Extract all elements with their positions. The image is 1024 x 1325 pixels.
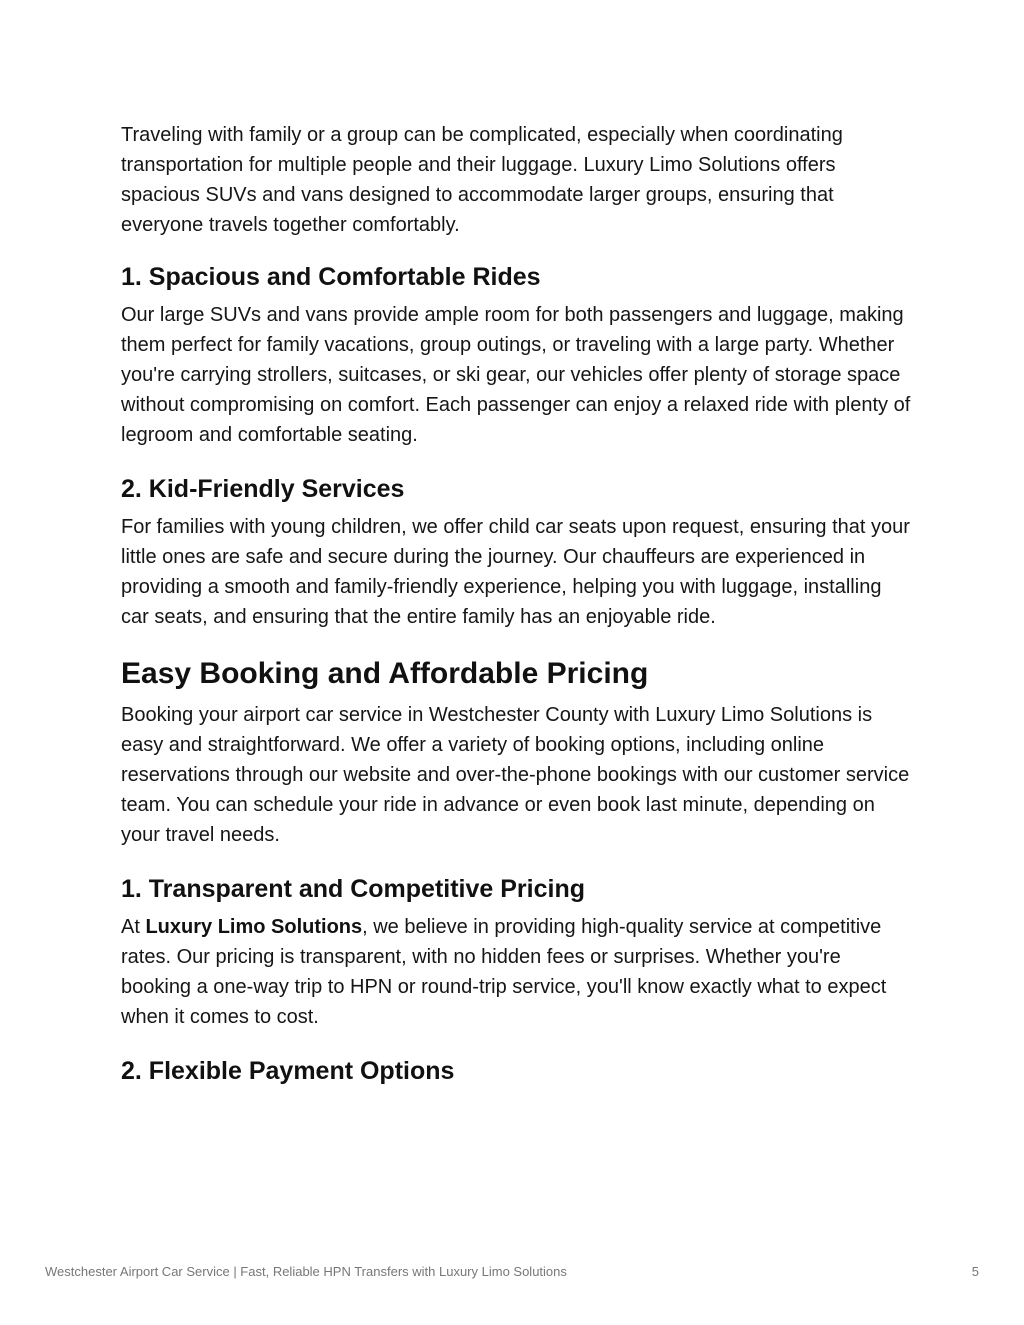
page-footer xyxy=(45,1263,979,1281)
booking-heading: Easy Booking and Affordable Pricing xyxy=(121,657,649,690)
section-heading-spacious-rides: 1. Spacious and Comfortable Rides xyxy=(121,263,541,291)
intro-paragraph: Traveling with family or a group can be complicated, especially when coordinating transportation for multiple people and their luggage. Luxury Limo Solutions offers spacious SUVs and vans designed to accommodate larger groups, ensuring that everyone travels together comfortably. xyxy=(121,124,843,236)
pricing-body xyxy=(121,912,911,1032)
company-name-bold: Luxury Limo Solutions xyxy=(145,916,363,938)
section-body-kid-friendly: For families with young children, we offer child car seats upon request, ensuring that your little ones are safe and secure during the journey. Our chauffeurs are experienced in providing a smooth and family-friendly experience, helping you with luggage, installing car seats, and ensuring that the entire family has an enjoyable ride. xyxy=(121,516,910,628)
section-heading-kid-friendly: 2. Kid-Friendly Services xyxy=(121,475,405,503)
footer-title: Westchester Airport Car Service | Fast, Reliable HPN Transfers with Luxury Limo Solutions xyxy=(45,1264,567,1279)
pricing-body-prefix: At xyxy=(121,916,146,938)
page-content xyxy=(121,120,911,1094)
booking-body: Booking your airport car service in Westchester County with Luxury Limo Solutions is easy and straightforward. We offer a variety of booking options, including online reservations through our website and over-the-phone bookings with our customer service team. You can schedule your ride in advance or even book last minute, depending on your travel needs. xyxy=(121,704,910,846)
page-number: 5 xyxy=(971,1264,979,1279)
section-body-spacious-rides: Our large SUVs and vans provide ample room for both passengers and luggage, making them perfect for family vacations, group outings, or traveling with a large party. Whether you're carrying strollers, suitcases, or ski gear, our vehicles offer plenty of storage space without compromising on comfort. Each passenger can enjoy a relaxed ride with plenty of legroom and comfortable seating. xyxy=(121,304,911,446)
pricing-heading: 1. Transparent and Competitive Pricing xyxy=(121,875,586,903)
payment-heading: 2. Flexible Payment Options xyxy=(121,1057,455,1085)
pricing-body-suffix: , we believe in providing high-quality service at competitive rates. Our pricing is transparent, with no hidden fees or surprises. Whether you're booking a one-way trip to HPN or round-trip service, you'll know exactly what to expect when it comes to cost. xyxy=(121,916,887,1028)
